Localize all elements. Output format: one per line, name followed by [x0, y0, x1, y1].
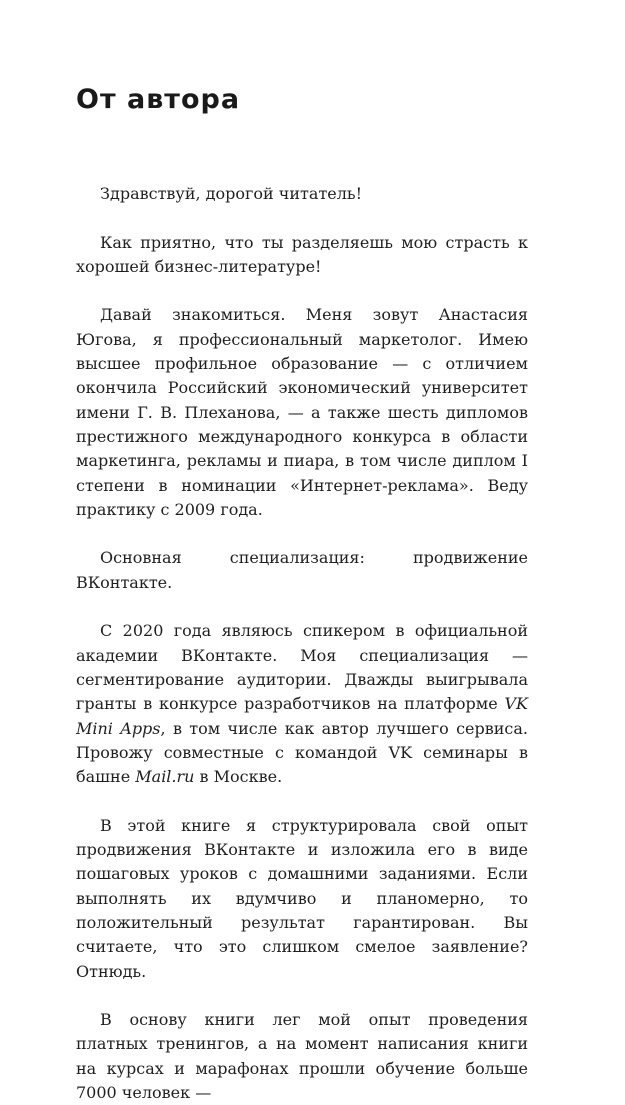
- paragraph-greeting: Здравствуй, дорогой читатель!: [100, 184, 363, 203]
- body-text: [76, 182, 528, 1105]
- paragraph-speaker: [76, 619, 528, 789]
- paragraph-book-structure: В этой книге я структурировала свой опыт продвижения ВКонтакте и изложила его в виде пошаговых уроков с домашними заданиями. Если выполнять их вдумчиво и планомерно, то положительный результат гарантирован. Вы считаете, что это слишком смелое заявление? Отнюдь.: [76, 815, 528, 981]
- paragraph-specialization: Основная специализация: продвижение ВКонтакте.: [76, 548, 528, 592]
- chapter-title: От автора: [76, 84, 241, 115]
- tower-name: Mail.ru: [135, 767, 195, 787]
- paragraph-book-basis: В основу книги лег мой опыт проведения платных тренингов, а на момент написания книги на курсах и марафонах прошли обучение больше 7000 человек —: [76, 1010, 528, 1102]
- paragraph-speaker-part-2: , в том числе как автор лучшего сервиса. Провожу совместные с командой VK семинары в башне: [76, 718, 528, 787]
- paragraph-speaker-part-1: С 2020 года являюсь спикером в официальной академии ВКонтакте. Моя специализация — сегментирование аудитории. Дважды выигрывала гранты в конкурсе разработчиков на платформе: [76, 621, 528, 714]
- paragraph-intro: Как приятно, что ты разделяешь мою страсть к хорошей бизнес-литературе!: [76, 232, 528, 276]
- paragraph-about-author: Давай знакомиться. Меня зовут Анастасия Югова, я профессиональный маркетолог. Имею высшее профильное образование — с отличием окончила Российский экономический университет имени Г. В. Плеханова, — а также шесть дипломов престижного международного конкурса в области маркетинга, рекламы и пиара, в том числе диплом I степени в номинации «Интернет-реклама». Веду практику с 2009 года.: [76, 305, 528, 519]
- paragraph-speaker-part-3: в Москве.: [194, 767, 283, 787]
- platform-name: VK Mini Apps: [76, 694, 528, 738]
